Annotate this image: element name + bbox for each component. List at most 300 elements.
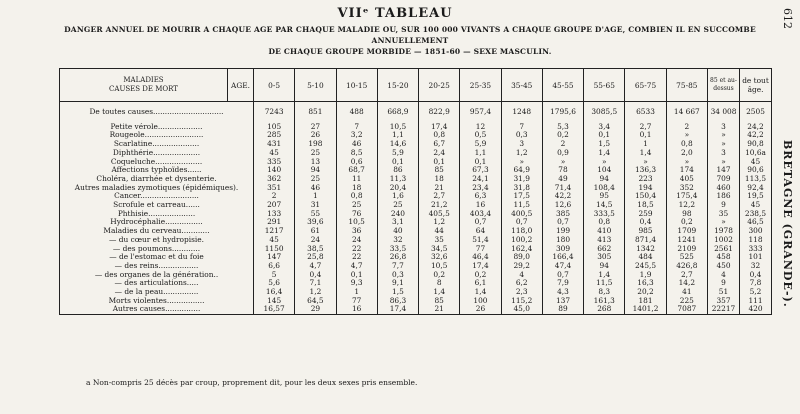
cause-cell: Morts violentes................: [60, 297, 254, 306]
value-cell: 6,6: [254, 262, 295, 271]
table-body: [60, 102, 772, 315]
value-cell: 400,5: [501, 210, 542, 219]
value-cell: 5,6: [254, 279, 295, 288]
value-cell: »: [501, 158, 542, 167]
cause-cell: Coqueluche....................: [60, 158, 254, 167]
value-cell: 7,1: [295, 279, 336, 288]
table-row: [60, 184, 772, 193]
value-cell: 2,7: [625, 123, 666, 132]
value-cell: 180: [542, 236, 583, 245]
value-cell: 0,7: [542, 271, 583, 280]
value-cell: 45: [740, 158, 772, 167]
value-cell: 1: [625, 140, 666, 149]
value-cell: 410: [584, 227, 625, 236]
value-cell: 45,0: [501, 305, 542, 314]
cause-cell: Hydrocéphalie................: [60, 218, 254, 227]
value-cell: 2,7: [419, 192, 460, 201]
value-cell: 9,1: [377, 279, 418, 288]
value-cell: 94: [295, 166, 336, 175]
value-cell: 4: [708, 271, 740, 280]
value-cell: 150,4: [625, 192, 666, 201]
value-cell: 403,4: [460, 210, 501, 219]
value-cell: 46,4: [460, 253, 501, 262]
value-cell: 2: [666, 123, 707, 132]
value-cell: 0,8: [666, 140, 707, 149]
table-title: VIIᵉ TABLEAU: [337, 6, 453, 21]
value-cell: 12: [460, 123, 501, 132]
value-cell: 0,2: [666, 218, 707, 227]
value-cell: 1248: [501, 102, 542, 123]
value-cell: 300: [740, 227, 772, 236]
value-cell: 1: [336, 288, 377, 297]
value-cell: 29: [295, 305, 336, 314]
value-cell: 24,2: [740, 123, 772, 132]
value-cell: 458: [708, 253, 740, 262]
value-cell: 851: [295, 102, 336, 123]
value-cell: 223: [625, 175, 666, 184]
cause-cell: Scrofule et carreau......: [60, 201, 254, 210]
value-cell: 26: [295, 131, 336, 140]
value-cell: 186: [708, 192, 740, 201]
value-cell: 17,4: [377, 305, 418, 314]
value-cell: 1217: [254, 227, 295, 236]
value-cell: 137: [542, 297, 583, 306]
value-cell: 199: [542, 227, 583, 236]
value-cell: 6,3: [460, 192, 501, 201]
value-cell: 0,8: [419, 131, 460, 140]
value-cell: 18: [419, 175, 460, 184]
value-cell: 1795,6: [542, 102, 583, 123]
value-cell: 64: [460, 227, 501, 236]
footnote: a Non-compris 25 décès par croup, proprement dit, pour les deux sexes pris ensemble.: [86, 378, 418, 387]
value-cell: 34 008: [708, 102, 740, 123]
cause-cell: Autres maladies zymotiques (épidémiques).: [60, 184, 254, 193]
value-cell: 1709: [666, 227, 707, 236]
value-cell: 21: [419, 184, 460, 193]
header-age-col: 55-65: [584, 69, 625, 102]
cause-cell: Rougeole.........................: [60, 131, 254, 140]
value-cell: 333,5: [584, 210, 625, 219]
value-cell: 25: [295, 175, 336, 184]
cause-cell: — de la peau...............: [60, 288, 254, 297]
value-cell: 1,4: [625, 149, 666, 158]
value-cell: 22217: [708, 305, 740, 314]
table-row: [60, 102, 772, 123]
value-cell: 2: [542, 140, 583, 149]
value-cell: 4: [501, 271, 542, 280]
value-cell: 51: [708, 288, 740, 297]
value-cell: 1002: [708, 236, 740, 245]
value-cell: 12,2: [666, 201, 707, 210]
value-cell: 484: [625, 253, 666, 262]
value-cell: 285: [254, 131, 295, 140]
value-cell: 16: [336, 305, 377, 314]
value-cell: »: [708, 140, 740, 149]
cause-cell: — des organes de la génération..: [60, 271, 254, 280]
header-age-col: 25-35: [460, 69, 501, 102]
value-cell: 17,5: [501, 192, 542, 201]
cause-cell: Petite vérole...................: [60, 123, 254, 132]
value-cell: 5,3: [542, 123, 583, 132]
value-cell: 24: [336, 236, 377, 245]
value-cell: 86,3: [377, 297, 418, 306]
table-row: [60, 140, 772, 149]
value-cell: 352: [666, 184, 707, 193]
value-cell: 0,2: [419, 271, 460, 280]
value-cell: 0,4: [295, 271, 336, 280]
value-cell: »: [542, 158, 583, 167]
value-cell: 0,9: [542, 149, 583, 158]
cause-cell: — des reins.................: [60, 262, 254, 271]
value-cell: 0,1: [377, 158, 418, 167]
value-cell: 61: [295, 227, 336, 236]
mortality-table: [59, 68, 772, 315]
value-cell: 31: [295, 201, 336, 210]
value-cell: 3: [501, 140, 542, 149]
value-cell: 1,4: [584, 149, 625, 158]
value-cell: 4,7: [336, 262, 377, 271]
table-row: [60, 279, 772, 288]
value-cell: 0,1: [419, 158, 460, 167]
value-cell: 0,6: [336, 158, 377, 167]
value-cell: 161,3: [584, 297, 625, 306]
value-cell: 76: [336, 210, 377, 219]
value-cell: 24,1: [460, 175, 501, 184]
value-cell: 245,5: [625, 262, 666, 271]
value-cell: 3,2: [336, 131, 377, 140]
value-cell: 94: [584, 262, 625, 271]
value-cell: 668,9: [377, 102, 418, 123]
value-cell: 11,5: [501, 201, 542, 210]
value-cell: 147: [254, 253, 295, 262]
value-cell: 7,8: [740, 279, 772, 288]
table-row: [60, 210, 772, 219]
value-cell: »: [708, 131, 740, 140]
table-row: [60, 149, 772, 158]
value-cell: 1150: [254, 245, 295, 254]
value-cell: 259: [625, 210, 666, 219]
value-cell: 2505: [740, 102, 772, 123]
value-cell: 100: [460, 297, 501, 306]
value-cell: 25,8: [295, 253, 336, 262]
value-cell: 1241: [666, 236, 707, 245]
value-cell: 85: [419, 297, 460, 306]
table-row: [60, 236, 772, 245]
header-age-col: 75-85: [666, 69, 707, 102]
value-cell: 10,5: [419, 262, 460, 271]
value-cell: 268: [584, 305, 625, 314]
value-cell: 10,5: [336, 218, 377, 227]
subtitle-line-1: DANGER ANNUEL DE MOURIR A CHAQUE AGE PAR CHAQUE MALADIE OU, SUR 100 000 VIVANTS A CHAQUE GROUPE D'AGE, COMBIEN IL EN SUCCOMBE ANNUELLEMENT: [64, 25, 756, 45]
value-cell: 64,5: [295, 297, 336, 306]
value-cell: 51,4: [460, 236, 501, 245]
table-row: [60, 131, 772, 140]
value-cell: 24: [295, 236, 336, 245]
value-cell: 55: [295, 210, 336, 219]
table-row: [60, 123, 772, 132]
value-cell: 42,2: [542, 192, 583, 201]
value-cell: 6,7: [419, 140, 460, 149]
value-cell: 525: [666, 253, 707, 262]
value-cell: 3,1: [377, 218, 418, 227]
header-age-col: 0-5: [254, 69, 295, 102]
value-cell: 405: [666, 175, 707, 184]
value-cell: 115,2: [501, 297, 542, 306]
value-cell: 1,2: [295, 288, 336, 297]
value-cell: 21,2: [419, 201, 460, 210]
value-cell: 118: [740, 236, 772, 245]
value-cell: 113,5: [740, 175, 772, 184]
value-cell: 709: [708, 175, 740, 184]
value-cell: 78: [542, 166, 583, 175]
value-cell: 7: [501, 123, 542, 132]
value-cell: »: [584, 158, 625, 167]
value-cell: 27: [295, 123, 336, 132]
table-row: [60, 166, 772, 175]
value-cell: 662: [584, 245, 625, 254]
value-cell: 71,4: [542, 184, 583, 193]
value-cell: 309: [542, 245, 583, 254]
value-cell: 1,5: [377, 288, 418, 297]
value-cell: 985: [625, 227, 666, 236]
value-cell: 0,8: [584, 218, 625, 227]
value-cell: 1401,2: [625, 305, 666, 314]
value-cell: 1: [295, 192, 336, 201]
value-cell: 17,4: [460, 262, 501, 271]
value-cell: 6,2: [501, 279, 542, 288]
value-cell: 2561: [708, 245, 740, 254]
value-cell: »: [625, 158, 666, 167]
value-cell: 111: [740, 297, 772, 306]
value-cell: »: [708, 158, 740, 167]
value-cell: 49: [542, 175, 583, 184]
value-cell: 16: [460, 201, 501, 210]
value-cell: 85: [419, 166, 460, 175]
value-cell: 95: [584, 192, 625, 201]
table-row: [60, 253, 772, 262]
value-cell: 1978: [708, 227, 740, 236]
table-row: [60, 288, 772, 297]
value-cell: 14,6: [377, 140, 418, 149]
cause-cell: — des articulations.....: [60, 279, 254, 288]
value-cell: 45: [254, 149, 295, 158]
header-age-col: 45-55: [542, 69, 583, 102]
value-cell: 166,4: [542, 253, 583, 262]
header-age-col: de tout âge.: [740, 69, 772, 102]
value-cell: 35: [708, 210, 740, 219]
value-cell: 194: [625, 184, 666, 193]
value-cell: 33,5: [377, 245, 418, 254]
value-cell: 351: [254, 184, 295, 193]
value-cell: 3085,5: [584, 102, 625, 123]
header-age-col: 10-15: [336, 69, 377, 102]
value-cell: 2,3: [501, 288, 542, 297]
value-cell: 19,5: [740, 192, 772, 201]
value-cell: 31,9: [501, 175, 542, 184]
value-cell: 67,3: [460, 166, 501, 175]
value-cell: 89,0: [501, 253, 542, 262]
value-cell: 38,5: [295, 245, 336, 254]
value-cell: 10,6a: [740, 149, 772, 158]
value-cell: 175,4: [666, 192, 707, 201]
table-row: [60, 227, 772, 236]
value-cell: 4,3: [542, 288, 583, 297]
value-cell: 89: [542, 305, 583, 314]
value-cell: 0,5: [460, 131, 501, 140]
value-cell: 413: [584, 236, 625, 245]
value-cell: 34,5: [419, 245, 460, 254]
value-cell: 6,1: [460, 279, 501, 288]
value-cell: 5,2: [740, 288, 772, 297]
value-cell: 104: [584, 166, 625, 175]
cause-cell: Autres causes...............: [60, 305, 254, 314]
value-cell: 822,9: [419, 102, 460, 123]
value-cell: 20,2: [625, 288, 666, 297]
cause-cell: — des poumons............: [60, 245, 254, 254]
value-cell: 7243: [254, 102, 295, 123]
value-cell: 0,3: [377, 271, 418, 280]
value-cell: 118,0: [501, 227, 542, 236]
value-cell: 1,1: [377, 131, 418, 140]
value-cell: 2109: [666, 245, 707, 254]
value-cell: »: [666, 131, 707, 140]
table-row: [60, 192, 772, 201]
value-cell: 7087: [666, 305, 707, 314]
value-cell: 44: [419, 227, 460, 236]
table-subtitle: [60, 24, 760, 57]
table-row: [60, 201, 772, 210]
cause-cell: — de l'estomac et du foie: [60, 253, 254, 262]
value-cell: 0,7: [501, 218, 542, 227]
value-cell: 238,5: [740, 210, 772, 219]
value-cell: 11: [336, 175, 377, 184]
value-cell: 40: [377, 227, 418, 236]
value-cell: 405,5: [419, 210, 460, 219]
value-cell: 174: [666, 166, 707, 175]
value-cell: 420: [740, 305, 772, 314]
subtitle-line-2: DE CHAQUE GROUPE MORBIDE — 1851-60 — SEXE MASCULIN.: [268, 47, 552, 56]
value-cell: 4,7: [295, 262, 336, 271]
cause-cell: Maladies du cerveau............: [60, 227, 254, 236]
value-cell: 1,2: [501, 149, 542, 158]
value-cell: 26: [460, 305, 501, 314]
value-cell: 140: [254, 166, 295, 175]
value-cell: 0,1: [584, 131, 625, 140]
value-cell: 23,4: [460, 184, 501, 193]
value-cell: 36: [336, 227, 377, 236]
value-cell: 45: [254, 236, 295, 245]
value-cell: 39,6: [295, 218, 336, 227]
value-cell: 47,4: [542, 262, 583, 271]
value-cell: 8,3: [584, 288, 625, 297]
value-cell: 0,2: [460, 271, 501, 280]
value-cell: 46,5: [740, 218, 772, 227]
value-cell: 1,4: [460, 288, 501, 297]
header-age-col: 85 et au-dessus: [708, 69, 740, 102]
header-age-label: AGE.: [228, 69, 254, 102]
value-cell: 385: [542, 210, 583, 219]
header-age-col: 5-10: [295, 69, 336, 102]
value-cell: 0,7: [460, 218, 501, 227]
value-cell: 13: [295, 158, 336, 167]
table-row: [60, 297, 772, 306]
header-cause-title: MALADIES: [123, 76, 164, 84]
value-cell: 77: [460, 245, 501, 254]
value-cell: 0,7: [542, 218, 583, 227]
cause-cell: — du cœur et hydropisie.: [60, 236, 254, 245]
cause-cell: De toutes causes..............................: [60, 102, 254, 123]
value-cell: 46: [336, 140, 377, 149]
value-cell: 9: [708, 201, 740, 210]
table-row: [60, 158, 772, 167]
value-cell: 3,4: [584, 123, 625, 132]
value-cell: 333: [740, 245, 772, 254]
value-cell: 957,4: [460, 102, 501, 123]
table-header-row: [60, 69, 772, 102]
value-cell: 32: [377, 236, 418, 245]
value-cell: 1,4: [419, 288, 460, 297]
header-age-col: 35-45: [501, 69, 542, 102]
sidebar-title: BRETAGNE (GRANDE-).: [781, 140, 794, 308]
value-cell: 1,2: [419, 218, 460, 227]
value-cell: 8: [419, 279, 460, 288]
value-cell: 7,9: [542, 279, 583, 288]
value-cell: 240: [377, 210, 418, 219]
value-cell: 3: [708, 123, 740, 132]
value-cell: 25: [336, 201, 377, 210]
value-cell: 22: [336, 245, 377, 254]
cause-cell: Cancer.........................: [60, 192, 254, 201]
value-cell: 0,2: [542, 131, 583, 140]
value-cell: 100,2: [501, 236, 542, 245]
value-cell: 14,5: [584, 201, 625, 210]
value-cell: 460: [708, 184, 740, 193]
value-cell: 1,4: [584, 271, 625, 280]
value-cell: 335: [254, 158, 295, 167]
value-cell: 291: [254, 218, 295, 227]
value-cell: 133: [254, 210, 295, 219]
header-causes: [60, 69, 228, 102]
value-cell: 2,0: [666, 149, 707, 158]
value-cell: 1342: [625, 245, 666, 254]
value-cell: 0,3: [501, 131, 542, 140]
value-cell: 22: [336, 253, 377, 262]
value-cell: 90,8: [740, 140, 772, 149]
value-cell: 14 667: [666, 102, 707, 123]
table-row: [60, 245, 772, 254]
value-cell: 5,9: [460, 140, 501, 149]
value-cell: 98: [666, 210, 707, 219]
value-cell: 362: [254, 175, 295, 184]
value-cell: 68,7: [336, 166, 377, 175]
value-cell: 0,1: [336, 271, 377, 280]
value-cell: 11,3: [377, 175, 418, 184]
value-cell: 32: [740, 262, 772, 271]
value-cell: 25: [295, 149, 336, 158]
value-cell: 46: [295, 184, 336, 193]
value-cell: 2,7: [666, 271, 707, 280]
value-cell: 7: [336, 123, 377, 132]
value-cell: 20,4: [377, 184, 418, 193]
value-cell: 0,4: [625, 218, 666, 227]
header-age-col: 20-25: [419, 69, 460, 102]
value-cell: 45: [740, 201, 772, 210]
value-cell: 105: [254, 123, 295, 132]
value-cell: 488: [336, 102, 377, 123]
value-cell: 3: [708, 149, 740, 158]
value-cell: 145: [254, 297, 295, 306]
value-cell: 18: [336, 184, 377, 193]
